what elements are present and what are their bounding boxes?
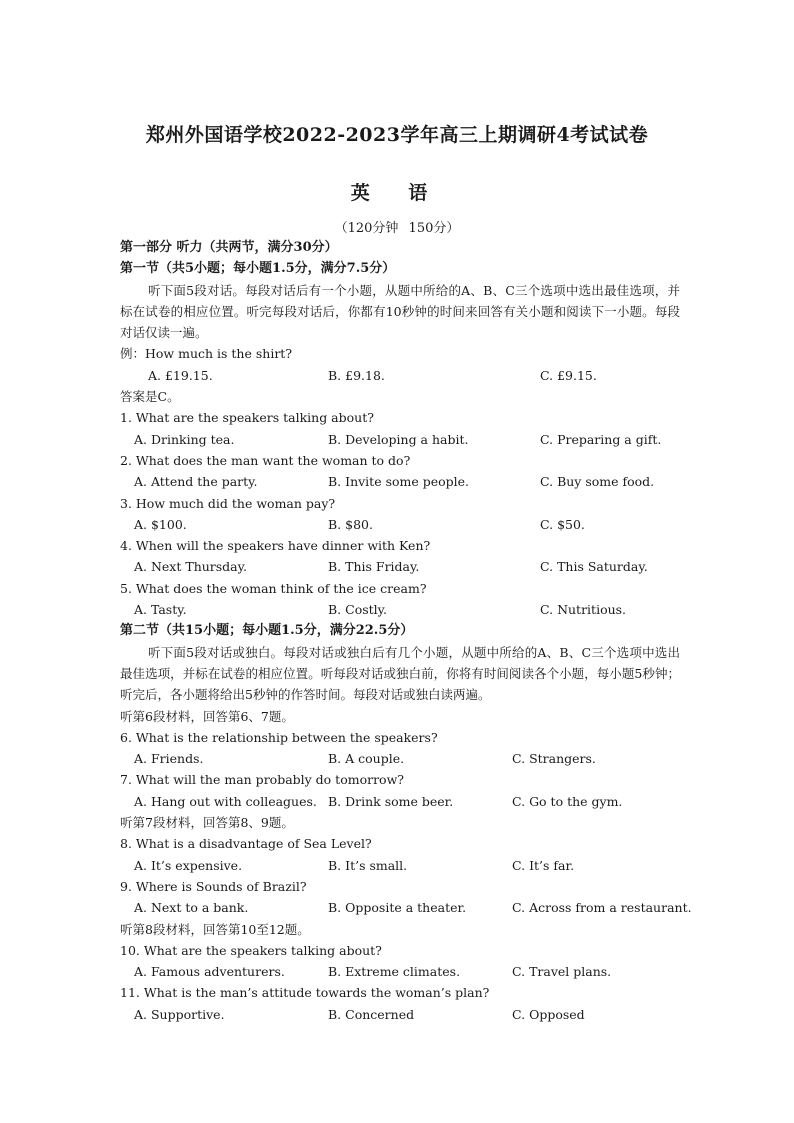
option-b: B. Invite some people.	[328, 474, 470, 490]
exam-content	[120, 237, 692, 1025]
question-options	[120, 961, 680, 982]
question-options	[120, 599, 680, 620]
example-options	[120, 365, 680, 386]
question-options	[120, 748, 680, 769]
option-b: B. Drink some beer.	[328, 793, 454, 809]
question-options	[120, 556, 680, 577]
option-c: C. Nutritious.	[540, 602, 627, 618]
option-b: B. A couple.	[328, 751, 405, 767]
option-a: A. $100.	[134, 516, 187, 532]
option-a: A. Attend the party.	[134, 474, 258, 490]
question: 1. What are the speakers talking about?	[120, 410, 374, 426]
option-b: B. Developing a habit.	[328, 431, 469, 447]
question-options	[120, 514, 680, 535]
option-a: A. It’s expensive.	[134, 857, 243, 873]
option-c: C. $50.	[540, 516, 585, 532]
option-c: C. Across from a restaurant.	[512, 900, 692, 916]
question: 6. What is the relationship between the speakers?	[120, 729, 438, 745]
option-c: C. Opposed	[512, 1006, 585, 1022]
option-a: A. Supportive.	[134, 1006, 225, 1022]
part1-heading: 第一部分 听力（共两节，满分30分）	[120, 240, 338, 255]
question: 10. What are the speakers talking about?	[120, 942, 382, 958]
section1-instructions: 听下面5段对话。每段对话后有一个小题，从题中所给的A、B、C三个选项中选出最佳选项，并标在试卷的相应位置。听完每段对话后，你都有10秒钟的时间来回答有关小题和阅读下一小题。每段对话仅读一遍。	[120, 282, 680, 341]
option-a: A. Tasty.	[134, 602, 187, 618]
question-options	[120, 897, 692, 918]
option-b: B. £9.18.	[328, 367, 385, 383]
question: 5. What does the woman think of the ice cream?	[120, 580, 427, 596]
example-question: 例：How much is the shirt?	[120, 346, 293, 362]
question-options	[120, 1004, 680, 1025]
option-c: C. Travel plans.	[512, 964, 612, 980]
section2-instructions: 听下面5段对话或独白。每段对话或独白后有几个小题，从题中所给的A、B、C三个选项中选出最佳选项，并标在试卷的相应位置。听每段对话或独白前，你将有时间阅读各个小题，每小题5秒钟；听完后，各小题将给出5秒钟的作答时间。每段对话或独白读两遍。	[120, 644, 680, 703]
option-c: C. This Saturday.	[540, 559, 648, 575]
question: 4. When will the speakers have dinner with Ken?	[120, 538, 431, 554]
option-c: C. Buy some food.	[540, 474, 655, 490]
option-a: A. Hang out with colleagues.	[134, 793, 317, 809]
question: 9. Where is Sounds of Brazil?	[120, 878, 307, 894]
exam-title: 郑州外国语学校2022-2023学年高三上期调研4考试试卷	[145, 124, 649, 146]
question: 8. What is a disadvantage of Sea Level?	[120, 836, 372, 852]
option-c: C. £9.15.	[540, 367, 597, 383]
option-a: A. Drinking tea.	[134, 431, 235, 447]
group-intro: 听第7段材料，回答第8、9题。	[120, 815, 294, 831]
time-score-info: （120分钟 150分）	[334, 221, 460, 236]
option-c: C. Go to the gym.	[512, 793, 623, 809]
option-c: C. Preparing a gift.	[540, 431, 662, 447]
question: 7. What will the man probably do tomorrow?	[120, 772, 404, 788]
option-b: B. Extreme climates.	[328, 964, 461, 980]
question-options	[120, 429, 680, 450]
option-c: C. It’s far.	[512, 857, 575, 873]
question-options	[120, 791, 680, 812]
option-a: A. Friends.	[134, 751, 204, 767]
option-a: A. £19.15.	[148, 367, 213, 383]
question: 11. What is the man’s attitude towards the woman’s plan?	[120, 985, 490, 1001]
option-b: B. $80.	[328, 516, 373, 532]
example-answer: 答案是C。	[120, 389, 180, 405]
question-options	[120, 471, 680, 492]
option-c: C. Strangers.	[512, 751, 596, 767]
group-intro: 听第6段材料，回答第6、7题。	[120, 708, 294, 724]
subject-title: 英 语	[350, 182, 444, 204]
question-options	[120, 855, 680, 876]
section1-heading: 第一节（共5小题；每小题1.5分，满分7.5分）	[120, 261, 396, 277]
option-b: B. Costly.	[328, 602, 388, 618]
option-b: B. It’s small.	[328, 857, 408, 873]
question: 2. What does the man want the woman to do?	[120, 452, 411, 468]
option-a: A. Next to a bank.	[134, 900, 249, 916]
group-intro: 听第8段材料，回答第10至12题。	[120, 921, 310, 937]
option-b: B. This Friday.	[328, 559, 420, 575]
option-a: A. Next Thursday.	[134, 559, 248, 575]
question: 3. How much did the woman pay?	[120, 495, 336, 511]
section2-heading: 第二节（共15小题；每小题1.5分，满分22.5分）	[120, 623, 414, 639]
option-b: B. Concerned	[328, 1006, 415, 1022]
option-a: A. Famous adventurers.	[134, 964, 285, 980]
option-b: B. Opposite a theater.	[328, 900, 467, 916]
